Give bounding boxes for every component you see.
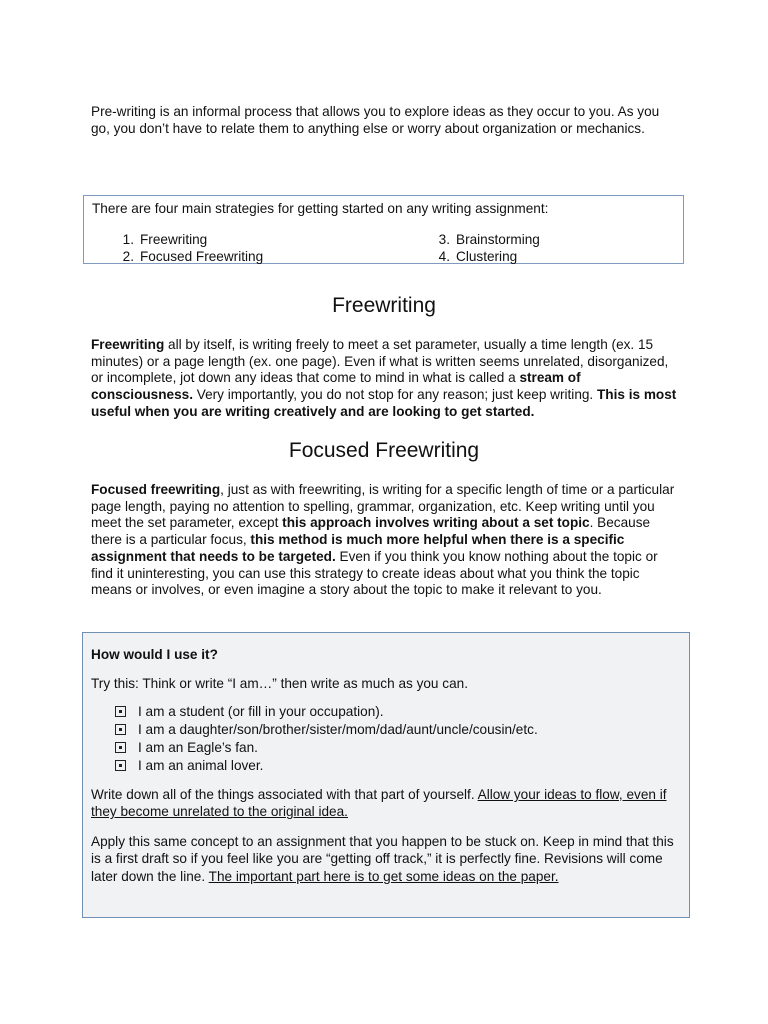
strategy-item: 3. Brainstorming: [438, 232, 540, 247]
how-to-use-box: [82, 632, 690, 918]
i-am-list: [115, 703, 538, 775]
square-bullet-icon: [115, 760, 126, 771]
list-item: I am a daughter/son/brother/sister/mom/dad/aunt/uncle/cousin/etc.: [115, 721, 538, 739]
square-bullet-icon: [115, 706, 126, 717]
list-item: I am a student (or fill in your occupation).: [115, 703, 538, 721]
strategy-item: 4. Clustering: [438, 249, 518, 264]
square-bullet-icon: [115, 724, 126, 735]
apply-paragraph: Apply this same concept to an assignment that you happen to be stuck on. Keep in mind that this is a first draft so if you feel like you are “getting off track,” it is perfectly fine. Revisions will come later down the line. The important part here is to get some ideas on the paper.: [91, 834, 674, 884]
how-to-use-question: How would I use it?: [91, 647, 218, 662]
focused-freewriting-heading: Focused Freewriting: [288, 439, 480, 462]
strategies-heading: There are four main strategies for getting started on any writing assignment:: [92, 201, 549, 216]
list-item: I am an Eagle’s fan.: [115, 739, 538, 757]
strategies-list: [92, 231, 683, 265]
strategy-item: 2. Focused Freewriting: [122, 249, 264, 264]
try-this-text: Try this: Think or write “I am…” then write as much as you can.: [91, 676, 468, 691]
write-down-paragraph: Write down all of the things associated with that part of yourself. Allow your ideas to flow, even if they become unrelated to the original idea.: [91, 787, 667, 820]
freewriting-paragraph: Freewriting all by itself, is writing freely to meet a set parameter, usually a time length (ex. 15 minutes) or a page length (ex. one page). Even if what is written seems unrelated, disorganized, or incomplete, jot down any ideas that come to mind in what is called a stream of consciousness. Very importantly, you do not stop for any reason; just keep writing. This is most useful when you are writing creatively and are looking to get started.: [91, 337, 677, 419]
freewriting-heading: Freewriting: [332, 294, 436, 317]
intro-paragraph: Pre-writing is an informal process that allows you to explore ideas as they occur to you. As you go, you don’t have to relate them to anything else or worry about organization or mechanics.: [91, 104, 660, 137]
list-item: I am an animal lover.: [115, 757, 538, 775]
focused-freewriting-paragraph: Focused freewriting, just as with freewriting, is writing for a specific length of time or a particular page length, paying no attention to spelling, grammar, organization, etc. Keep writing until you meet the set parameter, except this approach involves writing about a set topic. Because there is a particular focus, this method is much more helpful when there is a specific assignment that needs to be targeted. Even if you think you know nothing about the topic or find it uninteresting, you can use this strategy to create ideas about what you think the topic means or involves, or even imagine a story about the topic to make it relevant to you.: [91, 482, 675, 598]
strategies-box: [83, 195, 684, 264]
square-bullet-icon: [115, 742, 126, 753]
strategy-item: 1. Freewriting: [122, 232, 208, 247]
